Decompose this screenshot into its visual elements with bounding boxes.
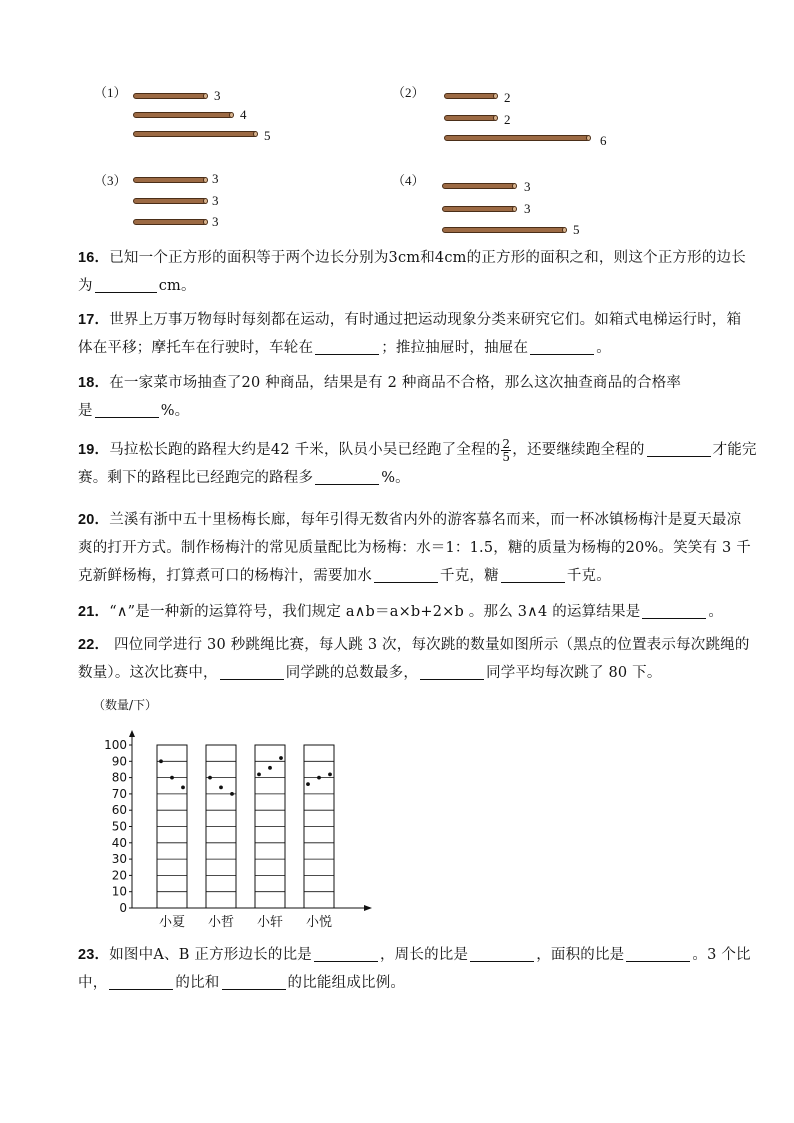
question-number: 22．: [78, 637, 110, 653]
question-text: ，还要继续跑全程的: [512, 442, 645, 458]
question-text: ，周长的比是: [379, 947, 469, 963]
question-text: cm。: [158, 278, 196, 294]
question-19: [78, 436, 757, 492]
question-text: ，面积的比是: [536, 947, 625, 963]
jump-count-point: [268, 766, 272, 770]
figure-label: （2）: [392, 85, 425, 100]
answer-blank[interactable]: [109, 973, 173, 990]
question-23: [78, 941, 751, 997]
question-text: %。: [160, 403, 190, 419]
question-text: 。: [596, 340, 611, 356]
question-text: 马拉松长跑的路程大约是42 千米，队员小吴已经跑了全程的: [109, 442, 501, 458]
question-number: 23．: [78, 947, 110, 963]
y-tick-label: 40: [111, 835, 127, 850]
stick-length: 5: [264, 128, 271, 143]
question-number: 20．: [78, 512, 110, 528]
question-text: 数量）。这次比赛中，: [78, 665, 218, 681]
question-text: 的比和: [175, 975, 220, 991]
question-text: 。: [708, 604, 724, 620]
stick: [442, 183, 516, 189]
fraction: [501, 438, 511, 463]
answer-blank[interactable]: [222, 973, 286, 990]
question-number: 16．: [78, 250, 110, 266]
question-text: 中，: [78, 975, 108, 991]
question-text: 已知一个正方形的面积等于两个边长分别为3cm和4cm的正方形的面积之和，则这个正方形的边长: [109, 250, 746, 266]
stick-length: 3: [524, 201, 531, 216]
y-tick-label: 30: [111, 852, 127, 867]
question-number: 18．: [78, 375, 110, 391]
y-tick-label: 80: [111, 770, 127, 785]
stick-length: 3: [212, 214, 219, 229]
figure-label: （3）: [94, 173, 127, 188]
jump-count-point: [306, 782, 310, 786]
stick-length: 3: [212, 193, 219, 208]
stick: [133, 219, 207, 225]
stick-length: 3: [524, 179, 531, 194]
answer-blank[interactable]: [642, 602, 706, 619]
question-text: 同学跳的总数最多，: [285, 665, 419, 681]
answer-blank[interactable]: [315, 338, 379, 355]
stick-length: 3: [212, 171, 219, 186]
question-text: 。3 个比: [692, 947, 751, 963]
x-category-label: 小哲: [207, 915, 235, 930]
answer-blank[interactable]: [95, 401, 159, 418]
question-text: 四位同学进行 30 秒跳绳比赛，每人跳 3 次，每次跳的数量如图所示（黑点的位置表示每次跳绳的: [109, 637, 750, 653]
x-category-label: 小夏: [158, 915, 186, 930]
stick: [444, 115, 497, 121]
x-category-label: 小轩: [256, 915, 284, 930]
y-tick-label: 90: [111, 754, 127, 769]
answer-blank[interactable]: [470, 945, 534, 962]
question-text: %。: [381, 470, 410, 486]
question-text: 千克。: [566, 568, 611, 584]
question-22: [78, 631, 750, 687]
question-text: ；推拉抽屉时，抽屉在: [381, 340, 529, 356]
stick-length: 6: [600, 133, 607, 148]
y-tick-label: 20: [111, 868, 127, 883]
question-number: 19．: [78, 442, 110, 458]
stick: [133, 198, 207, 204]
y-tick-label: 10: [111, 884, 127, 899]
question-text: 千克，糖: [440, 568, 499, 584]
answer-blank[interactable]: [315, 468, 379, 485]
answer-blank[interactable]: [530, 338, 594, 355]
answer-blank[interactable]: [374, 566, 438, 583]
stick: [442, 206, 516, 212]
y-tick-label: 50: [111, 819, 127, 834]
y-tick-label: 0: [119, 901, 127, 915]
question-text: 才能完: [712, 442, 757, 458]
question-17: [78, 306, 746, 362]
question-text: 兰溪有浙中五十里杨梅长廊，每年引得无数省内外的游客慕名而来，而一杯冰镇杨梅汁是夏天最凉: [109, 512, 742, 528]
stick-length: 2: [504, 112, 511, 127]
fraction-denominator: 5: [502, 449, 511, 464]
stick-length: 5: [573, 222, 580, 237]
jump-count-point: [219, 785, 223, 789]
y-axis-label: （数量/下）: [93, 698, 158, 712]
figure-label: （4）: [392, 173, 425, 188]
answer-blank[interactable]: [420, 663, 484, 680]
question-text: 同学平均每次跳了 80 下。: [486, 665, 662, 681]
answer-blank[interactable]: [626, 945, 690, 962]
question-text: 如图中A、B 正方形边长的比是: [109, 947, 312, 963]
stick: [444, 135, 590, 141]
jump-count-point: [279, 756, 283, 760]
question-18: [78, 369, 746, 425]
stick-length: 4: [240, 107, 247, 122]
y-tick-label: 60: [111, 803, 127, 818]
question-text: 克新鲜杨梅，打算煮可口的杨梅汁，需要加水: [78, 568, 372, 584]
question-21: [78, 598, 746, 626]
jump-count-point: [208, 776, 212, 780]
answer-blank[interactable]: [95, 276, 157, 293]
jump-count-point: [181, 785, 185, 789]
question-text: “∧”是一种新的运算符号，我们规定 a∧b＝a×b+2×b 。那么 3∧4 的运算结果是: [109, 604, 641, 620]
stick: [133, 93, 207, 99]
question-20: [78, 506, 751, 590]
stick: [444, 93, 497, 99]
jump-rope-chart: [88, 690, 388, 935]
figure-label: （1）: [94, 85, 127, 100]
jump-count-point: [230, 792, 234, 796]
question-text: 在一家菜市场抽查了20 种商品，结果是有 2 种商品不合格，那么这次抽查商品的合格率: [109, 375, 682, 391]
answer-blank[interactable]: [501, 566, 565, 583]
y-axis-arrow: [129, 730, 135, 737]
answer-blank[interactable]: [220, 663, 284, 680]
question-text: 为: [78, 278, 93, 294]
jump-count-point: [170, 776, 174, 780]
stick-length: 2: [504, 90, 511, 105]
question-number: 17．: [78, 312, 110, 328]
jump-count-point: [328, 772, 332, 776]
stick: [133, 131, 257, 137]
jump-count-point: [159, 759, 163, 763]
jump-count-point: [257, 772, 261, 776]
stick: [442, 227, 566, 233]
question-text: 是: [78, 403, 93, 419]
answer-blank[interactable]: [647, 440, 711, 457]
question-text: 世界上万事万物每时每刻都在运动，有时通过把运动现象分类来研究它们。如箱式电梯运行时，箱: [109, 312, 742, 328]
y-tick-label: 70: [111, 786, 127, 801]
question-text: 赛。剩下的路程比已经跑完的路程多: [78, 470, 314, 486]
question-number: 21．: [78, 604, 110, 620]
question-text: 体在平移；摩托车在行驶时，车轮在: [78, 340, 314, 356]
question-text: 爽的打开方式。制作杨梅汁的常见质量配比为杨梅：水＝1：1.5，糖的质量为杨梅的20%。笑笑有 3 千: [78, 540, 751, 556]
stick-length: 3: [214, 88, 221, 103]
fraction-numerator: 2: [502, 436, 511, 451]
y-tick-label: 100: [104, 738, 127, 752]
jump-count-point: [317, 776, 321, 780]
x-category-label: 小悦: [305, 915, 333, 930]
question-text: 的比能组成比例。: [287, 975, 406, 991]
x-axis-arrow: [364, 905, 372, 911]
answer-blank[interactable]: [314, 945, 378, 962]
question-16: [78, 244, 746, 300]
stick: [133, 112, 233, 118]
stick: [133, 177, 207, 183]
